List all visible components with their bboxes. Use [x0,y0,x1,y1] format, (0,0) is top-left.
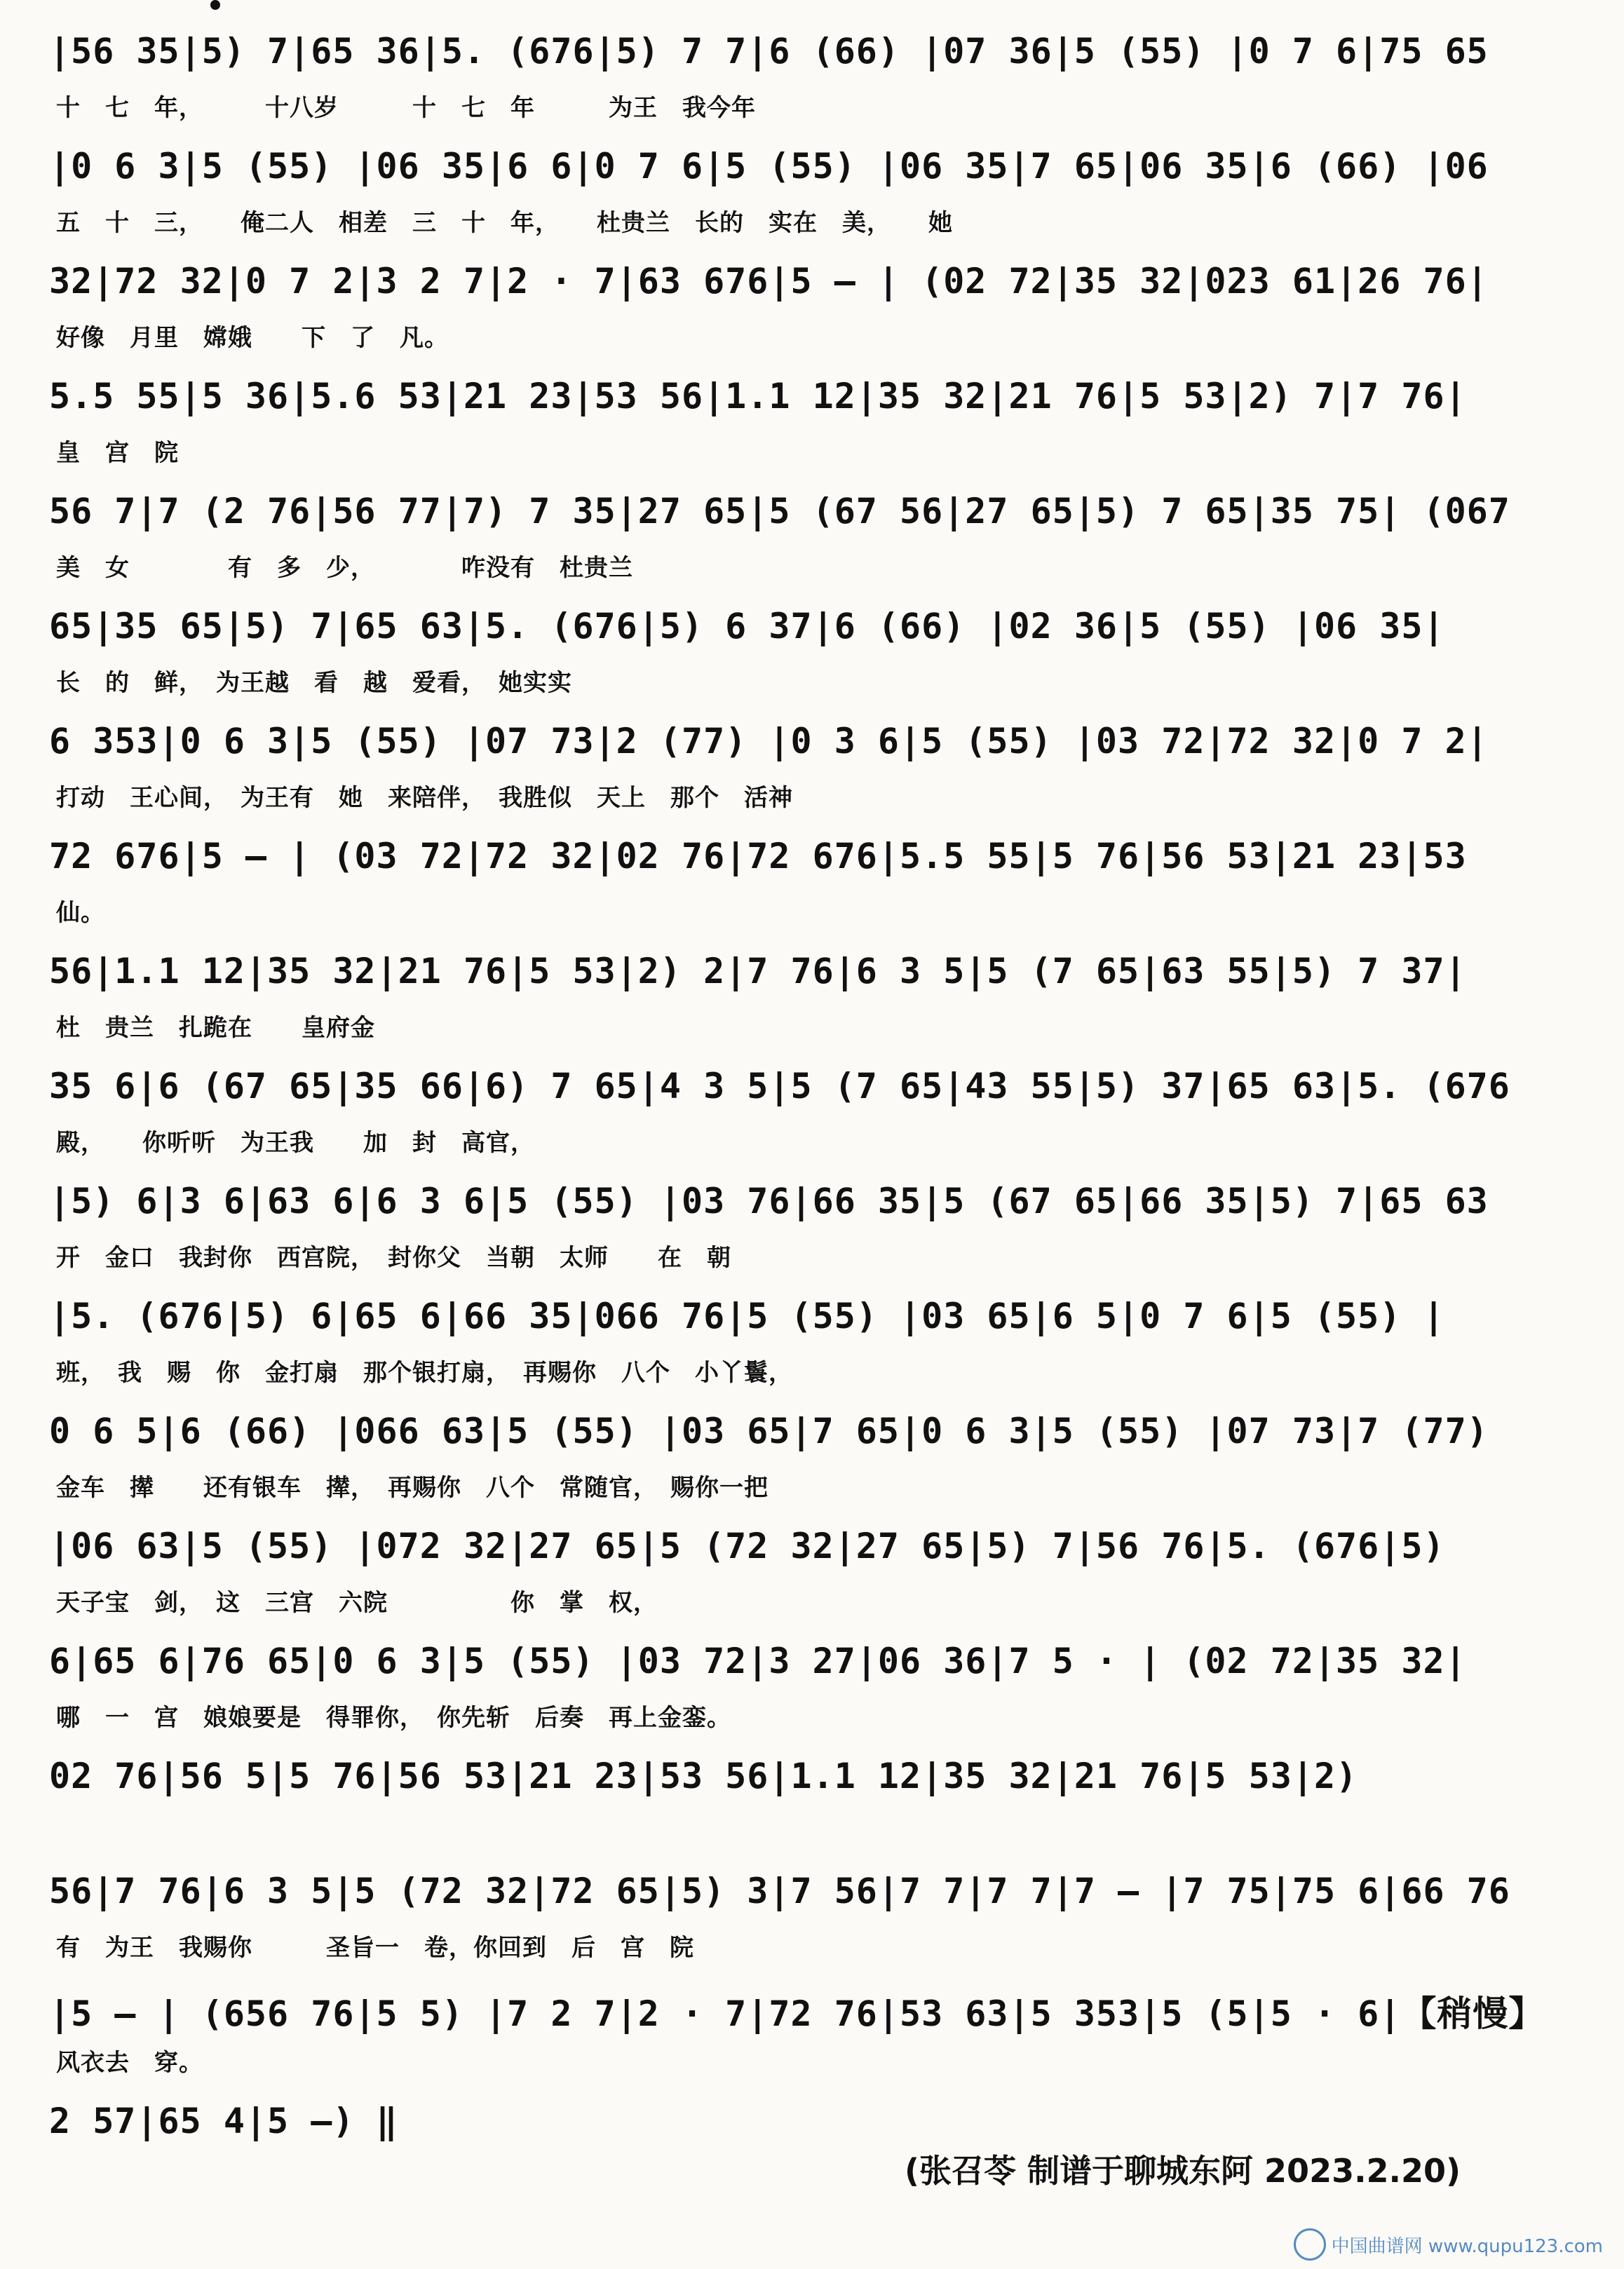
notation-line: |5. (676|5) 6|65 6|66 35|066 76|5 (55) |03 65|6 5|0 7 6|5 (55) | [49,1296,1445,1336]
notation-line: 2 57|65 4|5 —) ‖ [49,2101,398,2141]
lyric-line: 殿， 你听听 为王我 加 封 高官， [56,1129,535,1157]
watermark-logo-icon [1294,2228,1326,2261]
lyric-line: 天子宝 剑， 这 三宫 六院 你 掌 权， [56,1589,658,1617]
lyric-line: 美 女 有 多 少， 咋没有 杜贵兰 [56,554,633,582]
top-ink-mark [210,0,220,10]
notation-line: 72 676|5 — | (03 72|72 32|02 76|72 676|5.5 55|5 76|56 53|21 23|53 [49,836,1467,876]
lyric-line: 金车 撵 还有银车 撵， 再赐你 八个 常随官， 赐你一把 [56,1474,769,1502]
notation-line: |56 35|5) 7|65 36|5. (676|5) 7 7|6 (66) |07 36|5 (55) |0 7 6|75 65 [49,31,1489,72]
notation-line: 56|7 76|6 3 5|5 (72 32|72 65|5) 3|7 56|7 7|7 7|7 — |7 75|75 6|66 76 [49,1871,1510,1911]
lyric-line: 长 的 鲜， 为王越 看 越 爱看， 她实实 [56,669,572,697]
notation-line: 65|35 65|5) 7|65 63|5. (676|5) 6 37|6 (66) |02 36|5 (55) |06 35| [49,606,1445,646]
notation-line: 35 6|6 (67 65|35 66|6) 7 65|4 3 5|5 (7 65|43 55|5) 37|65 63|5. (676 [49,1066,1510,1106]
lyric-line: 仙。 [56,899,105,927]
notation-line: |06 63|5 (55) |072 32|27 65|5 (72 32|27 65|5) 7|56 76|5. (676|5) [49,1526,1445,1566]
lyric-line: 好像 月里 嫦娥 下 了 凡。 [56,324,449,352]
lyric-line: 打动 王心间， 为王有 她 来陪伴， 我胜似 天上 那个 活神 [56,784,793,812]
lyric-line: 皇 宫 院 [56,439,179,467]
score-credit: (张召苓 制谱于聊城东阿 2023.2.20) [905,2152,1461,2190]
notation-line: |5) 6|3 6|63 6|6 3 6|5 (55) |03 76|66 35|5 (67 65|66 35|5) 7|65 63 [49,1181,1489,1221]
lyric-line: 十 七 年， 十八岁 十 七 年 为王 我今年 [56,94,756,122]
lyric-line: 有 为王 我赐你 圣旨一 卷，你回到 后 宫 院 [56,1934,694,1962]
notation-line: |0 6 3|5 (55) |06 35|6 6|0 7 6|5 (55) |06 35|7 65|06 35|6 (66) |06 [49,146,1489,187]
notation-line: 0 6 5|6 (66) |066 63|5 (55) |03 65|7 65|0 6 3|5 (55) |07 73|7 (77) [49,1411,1489,1451]
notation-line: 02 76|56 5|5 76|56 53|21 23|53 56|1.1 12|35 32|21 76|5 53|2) [49,1756,1358,1796]
lyric-line: 哪 一 宫 娘娘要是 得罪你， 你先斩 后奏 再上金銮。 [56,1704,731,1732]
notation-line: 56 7|7 (2 76|56 77|7) 7 35|27 65|5 (67 56|27 65|5) 7 65|35 75| (067 [49,491,1510,531]
notation-line: |5 — | (656 76|5 5) |7 2 7|2 · 7|72 76|53 63|5 353|5 (5|5 · 6|【稍慢】 [49,1993,1545,2034]
notation-line: 6|65 6|76 65|0 6 3|5 (55) |03 72|3 27|06 36|7 5 · | (02 72|35 32| [49,1641,1467,1681]
watermark [1294,2228,1603,2261]
notation-line: 5.5 55|5 36|5.6 53|21 23|53 56|1.1 12|35 32|21 76|5 53|2) 7|7 76| [49,376,1467,416]
lyric-line: 开 金口 我封你 西宫院， 封你父 当朝 太师 在 朝 [56,1244,731,1272]
notation-line: 56|1.1 12|35 32|21 76|5 53|2) 2|7 76|6 3 5|5 (7 65|63 55|5) 7 37| [49,951,1467,991]
lyric-line: 班， 我 赐 你 金打扇 那个银打扇， 再赐你 八个 小丫鬟， [56,1359,793,1387]
lyric-line: 五 十 三， 俺二人 相差 三 十 年， 杜贵兰 长的 实在 美， 她 [56,209,953,237]
lyric-line: 杜 贵兰 扎跪在 皇府金 [56,1014,375,1042]
lyric-line: 风衣去 穿。 [56,2049,203,2077]
notation-line: 32|72 32|0 7 2|3 2 7|2 · 7|63 676|5 — | (02 72|35 32|023 61|26 76| [49,261,1489,302]
watermark-text: 中国曲谱网 www.qupu123.com [1331,2235,1603,2257]
notation-line: 6 353|0 6 3|5 (55) |07 73|2 (77) |0 3 6|5 (55) |03 72|72 32|0 7 2| [49,721,1489,761]
